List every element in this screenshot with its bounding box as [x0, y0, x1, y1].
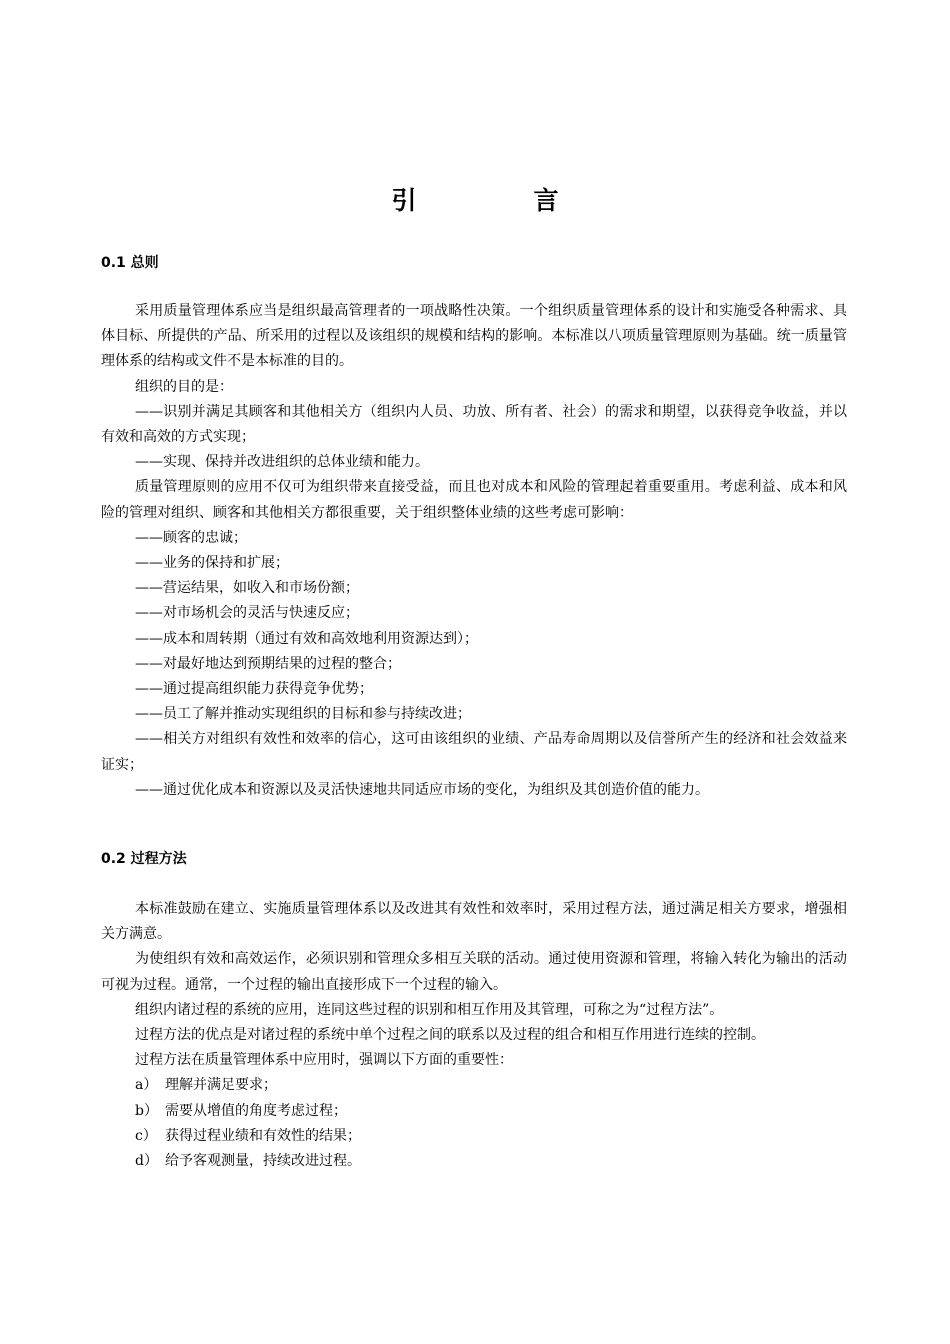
paragraph: 过程方法的优点是对诸过程的系统中单个过程之间的联系以及过程的组合和相互作用进行连续的控制。: [135, 1027, 765, 1044]
list-item: [101, 1124, 847, 1149]
dash-item: ——成本和周转期（通过有效和高效地利用资源达到）；: [135, 630, 478, 647]
list-text: 需要从增值的角度考虑过程；: [165, 1102, 347, 1119]
section-heading-process-approach: 0.2 过程方法: [101, 851, 187, 867]
paragraph: 组织内诸过程的系统的应用，连同这些过程的识别和相互作用及其管理，可称之为“过程方法”。: [135, 1001, 724, 1018]
list-item: [101, 1099, 847, 1124]
list-item: [101, 1073, 847, 1098]
dash-item: ——对最好地达到预期结果的过程的整合；: [135, 655, 401, 672]
list-text: 理解并满足要求；: [165, 1077, 277, 1094]
section-heading-general: 0.1 总则: [101, 255, 159, 271]
dash-item: ——营运结果，如收入和市场份额；: [135, 580, 359, 597]
dash-item: ——通过优化成本和资源以及灵活快速地共同适应市场的变化，为组织及其创造价值的能力。: [135, 781, 709, 798]
dash-item: ——通过提高组织能力获得竞争优势；: [135, 681, 373, 698]
dash-item: ——员工了解并推动实现组织的目标和参与持续改进；: [135, 706, 471, 723]
paragraph: 为使组织有效和高效运作，必须识别和管理众多相互关联的活动。通过使用资源和管理，将输入转化为输出的活动可视为过程。通常，一个过程的输出直接形成下一个过程的输入。: [101, 951, 847, 993]
list-text: 获得过程业绩和有效性的结果；: [165, 1127, 361, 1144]
section-general-body: [101, 299, 847, 803]
dash-item: ——业务的保持和扩展；: [135, 555, 289, 572]
list-marker: c）: [135, 1127, 157, 1144]
paragraph: 采用质量管理体系应当是组织最高管理者的一项战略性决策。一个组织质量管理体系的设计和实施受各种需求、具体目标、所提供的产品、所采用的过程以及该组织的规模和结构的影响。本标准以八项质量管理原则为基础。统一质量管理体系的结构或文件不是本标准的目的。: [101, 303, 847, 370]
dash-item: ——顾客的忠诚；: [135, 529, 247, 546]
paragraph: 过程方法在质量管理体系中应用时，强调以下方面的重要性：: [135, 1052, 513, 1069]
paragraph: 本标准鼓励在建立、实施质量管理体系以及改进其有效性和效率时，采用过程方法，通过满足相关方要求，增强相关方满意。: [101, 901, 847, 943]
page-title: 引 言: [391, 186, 605, 215]
paragraph: 质量管理原则的应用不仅可为组织带来直接受益，而且也对成本和风险的管理起着重要重用。考虑利益、成本和风险的管理对组织、顾客和其他相关方都很重要，关于组织整体业绩的这些考虑可影响：: [101, 479, 847, 521]
dash-item: ——实现、保持并改进组织的总体业绩和能力。: [135, 454, 429, 471]
list-marker: b）: [135, 1102, 158, 1119]
list-item: [101, 1149, 847, 1174]
dash-item: ——相关方对组织有效性和效率的信心，这可由该组织的业绩、产品寿命周期以及信誉所产生的经济和社会效益来证实；: [101, 731, 847, 773]
list-marker: d）: [135, 1153, 158, 1170]
list-text: 给予客观测量，持续改进过程。: [165, 1153, 361, 1170]
dash-item: ——识别并满足其顾客和其他相关方（组织内人员、功放、所有者、社会）的需求和期望，以获得竞争收益，并以有效和高效的方式实现；: [101, 403, 847, 446]
list-marker: a）: [135, 1077, 158, 1094]
section-process-body: [101, 897, 847, 1174]
paragraph: 组织的目的是：: [135, 378, 233, 395]
dash-item: ——对市场机会的灵活与快速反应；: [135, 605, 359, 622]
